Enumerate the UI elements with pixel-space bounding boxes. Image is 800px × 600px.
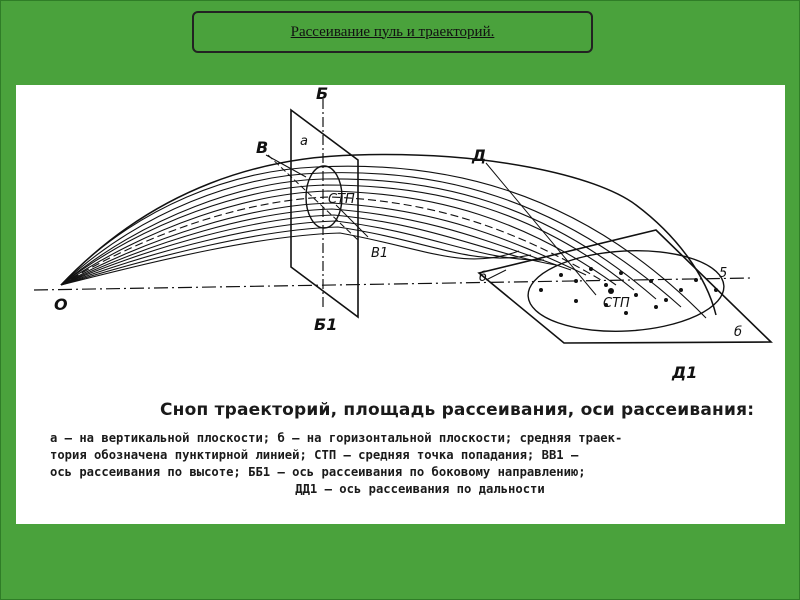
label-plane-b-left: б — [479, 270, 488, 285]
label-plane-b-right: б — [734, 325, 743, 340]
label-stp-horizontal: СТП — [603, 296, 630, 311]
label-point-v1: В1 — [371, 246, 389, 261]
slide-title: Рассеивание пуль и траекторий. — [290, 23, 495, 40]
label-origin: О — [54, 295, 68, 314]
caption-line: ДД1 — ось рассеивания по дальности — [295, 482, 545, 496]
label-point-v: В — [256, 138, 269, 157]
title-box — [192, 11, 593, 53]
trajectory-sheaf — [61, 155, 716, 318]
caption-line: а — на вертикальной плоскости; б — на горизонтальной плоскости; средняя траек- — [50, 431, 623, 445]
caption-title: Сноп траекторий, площадь рассеивания, оси рассеивания: — [160, 400, 755, 420]
label-plane-top: Б — [316, 85, 329, 103]
label-number-5: 5 — [719, 266, 728, 281]
label-plane-bottom: Б1 — [314, 315, 338, 334]
label-plane-a: а — [300, 134, 308, 149]
caption-line: ось рассеивания по высоте; ББ1 — ось рассеивания по боковому направлению; — [50, 465, 586, 479]
caption-line: тория обозначена пунктирной линией; СТП — средняя точка попадания; ВВ1 — — [50, 448, 579, 462]
figure-panel — [16, 85, 785, 524]
caption-body — [50, 430, 790, 498]
label-stp-vertical: СТП — [328, 192, 355, 207]
label-point-d: Д — [472, 146, 487, 165]
label-point-d1: Д1 — [672, 363, 698, 382]
